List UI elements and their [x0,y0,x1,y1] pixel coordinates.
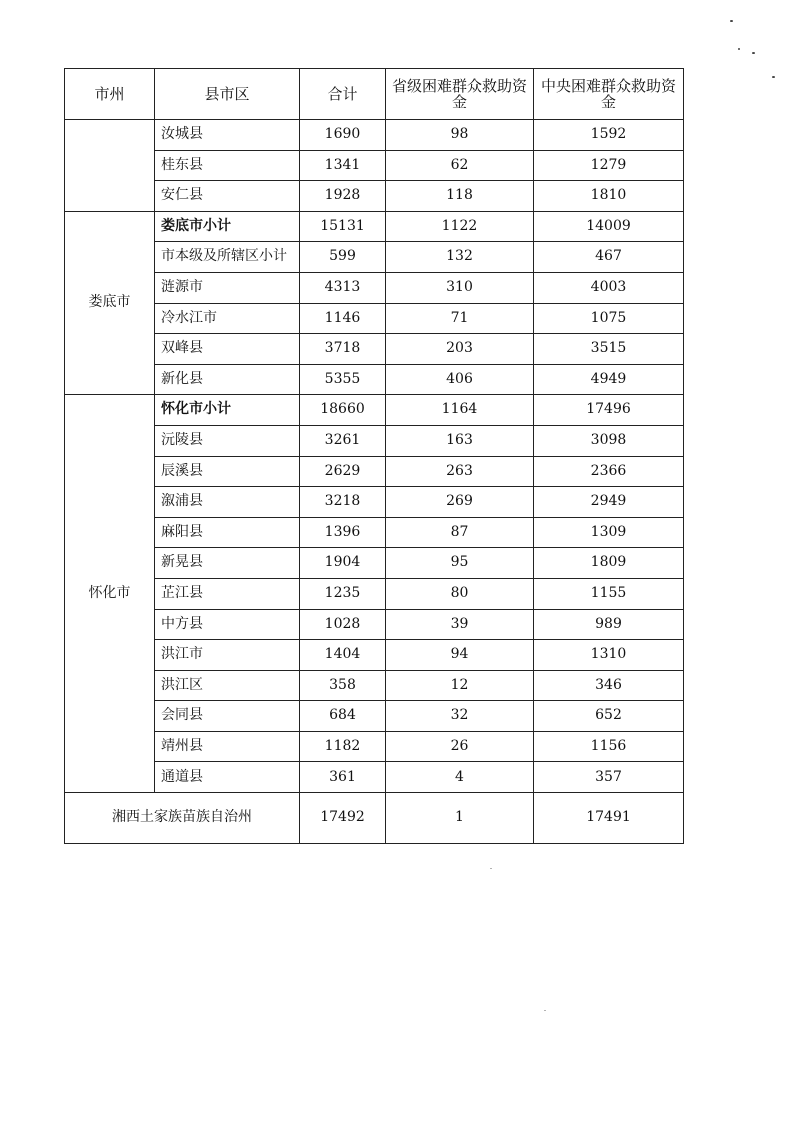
county-cell: 新化县 [155,364,300,395]
central-cell: 1809 [534,548,684,579]
total-cell: 1146 [300,303,386,334]
table-row-subtotal [65,211,684,242]
total-cell: 361 [300,762,386,793]
central-cell: 1592 [534,120,684,151]
county-cell: 麻阳县 [155,517,300,548]
county-cell: 双峰县 [155,334,300,365]
central-cell: 989 [534,609,684,640]
central-cell: 357 [534,762,684,793]
provincial-cell: 39 [386,609,534,640]
city-cell-blank [65,120,155,212]
county-cell: 辰溪县 [155,456,300,487]
table-row [65,334,684,365]
provincial-cell: 32 [386,701,534,732]
header-county: 县市区 [155,69,300,120]
total-cell: 3718 [300,334,386,365]
city-cell-loudi: 娄底市 [65,211,155,395]
provincial-cell: 269 [386,487,534,518]
table-row [65,731,684,762]
central-cell: 4003 [534,272,684,303]
central-cell: 4949 [534,364,684,395]
total-cell: 1235 [300,578,386,609]
county-cell: 市本级及所辖区小计 [155,242,300,273]
county-cell: 通道县 [155,762,300,793]
county-cell: 汝城县 [155,120,300,151]
provincial-cell: 4 [386,762,534,793]
total-cell: 358 [300,670,386,701]
central-cell: 3515 [534,334,684,365]
county-cell: 沅陵县 [155,425,300,456]
provincial-cell: 80 [386,578,534,609]
total-cell: 2629 [300,456,386,487]
table-row [65,456,684,487]
county-cell: 芷江县 [155,578,300,609]
central-cell: 17491 [534,793,684,844]
central-cell: 2949 [534,487,684,518]
provincial-cell: 12 [386,670,534,701]
table-row [65,487,684,518]
central-cell: 14009 [534,211,684,242]
table-row [65,640,684,671]
scan-speck [730,20,733,22]
county-cell: 会同县 [155,701,300,732]
county-cell: 安仁县 [155,181,300,212]
table-row [65,425,684,456]
table-row [65,578,684,609]
table-row [65,548,684,579]
county-cell: 新晃县 [155,548,300,579]
table-row [65,609,684,640]
provincial-cell: 1164 [386,395,534,426]
header-row [65,69,684,120]
total-cell: 1396 [300,517,386,548]
county-cell: 中方县 [155,609,300,640]
relief-fund-table [64,68,684,844]
county-cell: 冷水江市 [155,303,300,334]
city-cell-huaihua: 怀化市 [65,395,155,793]
scan-speck [490,868,492,869]
total-cell: 17492 [300,793,386,844]
central-cell: 17496 [534,395,684,426]
central-cell: 652 [534,701,684,732]
county-cell: 涟源市 [155,272,300,303]
total-cell: 1904 [300,548,386,579]
provincial-cell: 94 [386,640,534,671]
central-cell: 1310 [534,640,684,671]
table-row [65,181,684,212]
county-cell: 溆浦县 [155,487,300,518]
total-cell: 1690 [300,120,386,151]
county-cell: 怀化市小计 [155,395,300,426]
central-cell: 1156 [534,731,684,762]
total-cell: 5355 [300,364,386,395]
total-cell: 1928 [300,181,386,212]
provincial-cell: 87 [386,517,534,548]
table-row [65,701,684,732]
table-row [65,150,684,181]
provincial-cell: 95 [386,548,534,579]
provincial-cell: 203 [386,334,534,365]
provincial-cell: 406 [386,364,534,395]
central-cell: 1279 [534,150,684,181]
table-row-subtotal [65,395,684,426]
central-cell: 1309 [534,517,684,548]
total-cell: 599 [300,242,386,273]
county-cell: 洪江区 [155,670,300,701]
provincial-cell: 310 [386,272,534,303]
total-cell: 3261 [300,425,386,456]
total-cell: 15131 [300,211,386,242]
central-cell: 1810 [534,181,684,212]
provincial-cell: 26 [386,731,534,762]
total-cell: 3218 [300,487,386,518]
central-cell: 346 [534,670,684,701]
scan-speck [752,52,755,54]
table-row [65,670,684,701]
total-cell: 1404 [300,640,386,671]
table-row [65,303,684,334]
total-cell: 684 [300,701,386,732]
xiangxi-name-cell: 湘西土家族苗族自治州 [65,793,300,844]
scan-speck [772,76,775,78]
provincial-cell: 132 [386,242,534,273]
provincial-cell: 98 [386,120,534,151]
provincial-cell: 71 [386,303,534,334]
table-row [65,762,684,793]
provincial-cell: 1 [386,793,534,844]
table-row [65,120,684,151]
central-cell: 1155 [534,578,684,609]
provincial-cell: 263 [386,456,534,487]
table-row-xiangxi [65,793,684,844]
total-cell: 1341 [300,150,386,181]
header-provincial: 省级困难群众救助资金 [386,69,534,120]
scan-speck [738,48,740,50]
county-cell: 娄底市小计 [155,211,300,242]
total-cell: 4313 [300,272,386,303]
provincial-cell: 163 [386,425,534,456]
central-cell: 2366 [534,456,684,487]
provincial-cell: 62 [386,150,534,181]
header-city: 市州 [65,69,155,120]
table-row [65,364,684,395]
total-cell: 18660 [300,395,386,426]
scan-speck [544,1010,546,1011]
header-central: 中央困难群众救助资金 [534,69,684,120]
header-total: 合计 [300,69,386,120]
table-row [65,242,684,273]
county-cell: 桂东县 [155,150,300,181]
central-cell: 1075 [534,303,684,334]
county-cell: 靖州县 [155,731,300,762]
provincial-cell: 1122 [386,211,534,242]
total-cell: 1028 [300,609,386,640]
provincial-cell: 118 [386,181,534,212]
table-row [65,517,684,548]
central-cell: 3098 [534,425,684,456]
total-cell: 1182 [300,731,386,762]
county-cell: 洪江市 [155,640,300,671]
table-row [65,272,684,303]
central-cell: 467 [534,242,684,273]
